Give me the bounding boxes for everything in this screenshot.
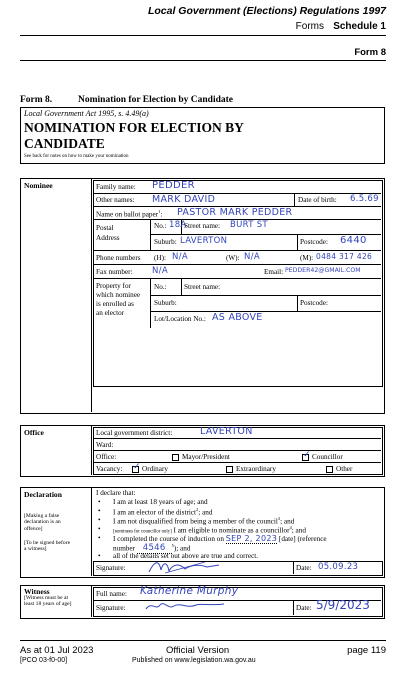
mayor-checkbox[interactable] [172, 454, 179, 461]
row-line [93, 438, 381, 439]
ward-label: Ward: [96, 441, 114, 449]
item-text: I am an elector of the district [113, 508, 197, 517]
councillor-checkbox[interactable] [302, 454, 309, 461]
lot-field[interactable]: AS ABOVE [212, 312, 263, 323]
footnote: 2 [196, 507, 199, 512]
item-end: ; and [280, 517, 295, 526]
footnote: 4 [289, 525, 292, 530]
notes-reference: See back for notes on how to make your nomination [24, 154, 129, 159]
row-line [150, 311, 381, 312]
form-heading-title: Nomination for Election by Candidate [78, 95, 234, 105]
witness-label: Witness [24, 587, 50, 596]
witness-fullname-label: Full name: [96, 590, 127, 598]
bullet-icon: • [98, 507, 101, 515]
witness-sign-note [24, 540, 70, 553]
postal-no-label: No.: [154, 222, 167, 230]
street-name-field[interactable]: BURT ST [230, 220, 268, 230]
bullet-icon: • [98, 552, 101, 560]
bullet-icon: • [98, 516, 101, 524]
declaration-item-eligible [113, 525, 306, 534]
phone-w-field[interactable]: N/A [244, 252, 260, 262]
extraordinary-checkbox[interactable] [226, 466, 233, 473]
bullet-icon: • [98, 525, 101, 533]
phone-h-label: (H): [154, 254, 166, 262]
declaration-item-induction [113, 534, 327, 543]
nominee-divider [91, 178, 92, 412]
postal-no-field[interactable]: 18A [169, 220, 187, 230]
property-street-label: Street name: [184, 283, 221, 291]
councillor-option[interactable] [302, 453, 343, 461]
ballot-name-label [96, 209, 162, 218]
property-label-line: is enrolled as [96, 300, 134, 308]
phone-m-label: (M): [300, 254, 314, 262]
form-title-line2: CANDIDATE [24, 136, 105, 151]
street-name-label: Street name: [184, 222, 221, 230]
declaration-item-age: I am at least 18 years of age; and [113, 498, 208, 506]
email-label: Email: [264, 268, 284, 276]
note-line: [Witness must be at [24, 595, 69, 601]
witness-age-note [24, 595, 72, 608]
footer-official: Official Version [166, 645, 230, 656]
declaration-label: Declaration [24, 490, 62, 499]
ballot-name-field[interactable]: PASTOR MARK PEDDER [177, 207, 293, 218]
councillor-text: Councillor [312, 453, 343, 461]
ballot-colon: : [160, 210, 163, 219]
induction-date-field[interactable]: SEP 2, 2023 [225, 534, 278, 543]
col-line [150, 278, 151, 328]
col-line [150, 219, 151, 250]
family-name-label: Family name: [96, 183, 136, 191]
postcode-field[interactable]: 6440 [340, 235, 367, 246]
declaration-divider [91, 487, 92, 576]
note-line: [Making a false [24, 513, 60, 519]
footer-published: Published on www.legislation.wa.gov.au [132, 657, 256, 664]
mayor-option[interactable] [172, 453, 230, 461]
property-label [96, 282, 140, 318]
other-names-field[interactable]: MARK DAVID [152, 194, 216, 205]
phone-w-label: (W): [226, 254, 240, 262]
header-rule-2 [20, 60, 386, 61]
declaration-intro: I declare that: [96, 489, 136, 497]
false-declaration-note [24, 513, 61, 532]
schedule-label: Schedule 1 [333, 21, 386, 32]
bullet-icon: • [98, 534, 101, 542]
declaration-item-disqualified [113, 516, 294, 525]
declaration-item-elector [113, 507, 212, 516]
ordinary-checkbox[interactable] [132, 466, 139, 473]
declaration-signature-label: Signature: [96, 564, 126, 572]
fax-label: Fax number: [96, 268, 133, 276]
col-line [297, 234, 298, 250]
extraordinary-text: Extraordinary [236, 465, 276, 473]
footer-page: page 119 [347, 645, 386, 656]
office-label: Office [24, 428, 44, 437]
item-text: I completed the course of induction on [113, 535, 224, 543]
act-reference: Local Government Act 1995, s. 4.49(a) [24, 109, 149, 118]
regulation-title: Local Government (Elections) Regulations 1997 [147, 5, 386, 17]
phone-h-field[interactable]: N/A [172, 252, 188, 262]
witness-date-field[interactable]: 5/9/2023 [316, 598, 370, 612]
col-line [294, 193, 295, 206]
col-line [181, 278, 182, 295]
declaration-date-label: Date: [296, 564, 312, 572]
item-end: ; and [291, 526, 306, 535]
row-line [93, 250, 381, 251]
item-end: ); and [173, 544, 191, 553]
note-line: [To be signed before [24, 540, 71, 546]
candidate-signature-icon[interactable] [145, 558, 225, 576]
postal-label-2: Address [96, 234, 120, 242]
property-suburb-label: Suburb: [154, 299, 177, 307]
declaration-date-field[interactable]: 05.09.23 [318, 562, 359, 572]
bullet-icon: • [98, 498, 101, 506]
witness-fullname-field[interactable]: Katherine Murphy [140, 585, 239, 597]
form-title-box [20, 107, 385, 164]
footer-pco: [PCO 03-f0-00] [20, 657, 68, 664]
property-label-line: Property for [96, 282, 131, 290]
vacancy-label: Vacancy: [96, 465, 123, 473]
witness-date-label: Date: [296, 604, 312, 612]
phone-m-field[interactable]: 0484 317 426 [316, 252, 373, 261]
suburb-field[interactable]: LAVERTON [180, 236, 228, 246]
form-title-line1: NOMINATION FOR ELECTION BY [24, 120, 244, 135]
lot-label: Lot/Location No.: [154, 315, 206, 323]
ballot-footnote: 1 [158, 209, 161, 214]
item-tag: [date] (reference [278, 535, 327, 543]
col-line [297, 295, 298, 311]
mayor-text: Mayor/President [182, 453, 230, 461]
ballot-name-text: Name on ballot paper [96, 210, 159, 219]
email-field[interactable]: PEDDER42@GMAIL.COM [285, 267, 361, 274]
dob-field[interactable]: 6.5.69 [350, 194, 379, 204]
row-line [93, 193, 381, 194]
form-heading-number: Form 8. [20, 95, 53, 105]
induction-number-field[interactable]: 4546 [137, 543, 172, 554]
note-line: least 18 years of age] [24, 601, 72, 608]
witness-divider [91, 585, 92, 617]
property-label-line: which nominee [96, 291, 141, 299]
property-no-label: No.: [154, 283, 167, 291]
district-label: Local government district: [96, 429, 173, 437]
item-text: I am not disqualified from being a member of the council [113, 517, 278, 526]
phone-label: Phone numbers [96, 254, 141, 262]
postal-label-1: Postal [96, 224, 114, 232]
postcode-label: Postcode: [300, 238, 328, 246]
ordinary-option[interactable] [132, 465, 168, 473]
row-line [93, 278, 381, 279]
note-line: a witness] [24, 546, 47, 553]
family-name-field[interactable]: PEDDER [152, 180, 195, 191]
nominee-label: Nominee [24, 181, 53, 190]
col-line [293, 561, 294, 574]
other-text: Other [336, 465, 353, 473]
row-line [93, 264, 381, 265]
note-line: declaration is an [24, 519, 61, 526]
form-number-top: Form 8 [354, 47, 386, 58]
suburb-label: Suburb: [154, 238, 177, 246]
other-checkbox[interactable] [326, 466, 333, 473]
fax-field[interactable]: N/A [152, 266, 168, 276]
footnote: 5 [171, 543, 174, 548]
item-text: number [113, 544, 135, 553]
office-type-label: Office: [96, 453, 117, 461]
office-divider [91, 425, 92, 475]
item-end: ; and [198, 508, 213, 517]
footer-as-at: As at 01 Jul 2023 [20, 645, 94, 656]
dob-label: Date of birth: [298, 196, 337, 204]
district-field[interactable]: LAVERTON [200, 426, 253, 437]
row-line [150, 295, 381, 296]
other-option[interactable] [326, 465, 352, 473]
note-line: offence] [24, 525, 43, 532]
footnote: 3 [277, 516, 281, 521]
header-rule [20, 35, 386, 36]
witness-signature-icon[interactable] [140, 597, 230, 615]
ordinary-text: Ordinary [142, 465, 168, 473]
declaration-item-true: all of the details set out above are true and correct. [113, 552, 259, 560]
item-note: [nominees for councillor only] [113, 529, 172, 535]
forms-label: Forms [295, 21, 324, 32]
item-text: I am eligible to nominate as a councillor [171, 526, 290, 535]
witness-signature-label: Signature: [96, 604, 126, 612]
property-label-line: an elector [96, 309, 125, 317]
other-names-label: Other names: [96, 196, 135, 204]
row-line [93, 450, 381, 451]
property-postcode-label: Postcode: [300, 299, 328, 307]
col-line [293, 600, 294, 615]
extraordinary-option[interactable] [226, 465, 276, 473]
footer-rule [20, 640, 386, 641]
